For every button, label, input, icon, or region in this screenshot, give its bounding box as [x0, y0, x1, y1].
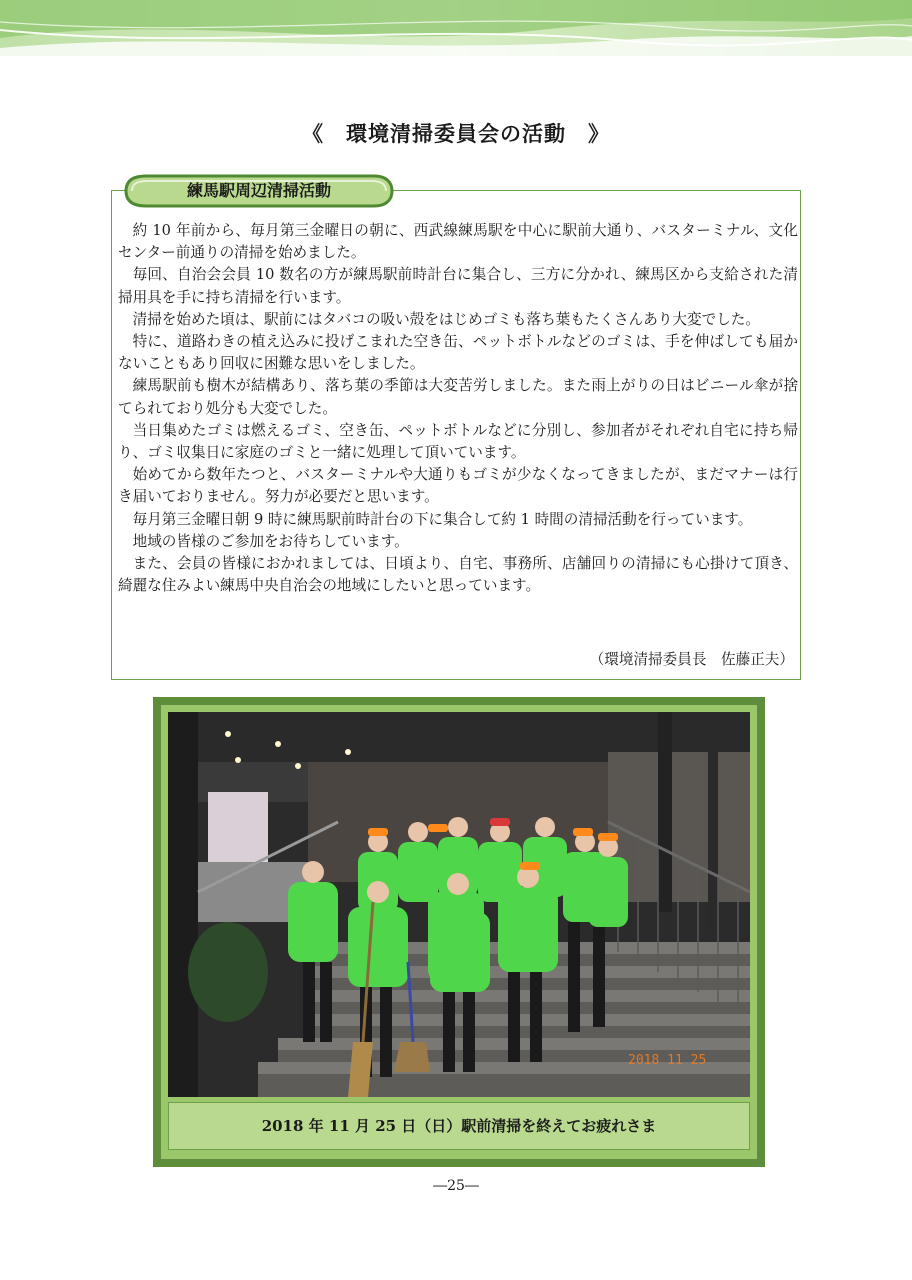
photo-date-stamp: 2018 11 25: [628, 1053, 707, 1068]
paragraph: 始めてから数年たつと、バスターミナルや大通りもゴミが少なくなってきましたが、まだマナーは行き届いておりません。努力が必要だと思います。: [118, 466, 798, 506]
paragraph: 練馬駅前も樹木が結構あり、落ち葉の季節は大変苦労しました。また雨上がりの日はビニール傘が捨てられており処分も大変でした。: [118, 377, 798, 417]
photo-caption-bar: [168, 1102, 750, 1150]
article-body: [118, 220, 798, 597]
author-signature: （環境清掃委員長 佐藤正夫）: [589, 651, 794, 668]
paragraph: 当日集めたゴミは燃えるゴミ、空き缶、ペットボトルなどに分別し、参加者がそれぞれ自宅に持ち帰り、ゴミ収集日に家庭のゴミと一緒に処理して頂いています。: [118, 421, 798, 462]
paragraph: 約 10 年前から、毎月第三金曜日の朝に、西武線練馬駅を中心に駅前大通り、バスターミナル、文化センター前通りの清掃を始めました。: [118, 222, 798, 262]
paragraph: また、会員の皆様におかれましては、日頃より、自宅、事務所、店舗回りの清掃にも心掛けて頂き、綺麗な住みよい練馬中央自治会の地域にしたいと思っています。: [118, 555, 798, 595]
photo-caption: 2018 年 11 月 25 日（日）駅前清掃を終えてお疲れさま: [261, 1117, 657, 1135]
page-title: 《 環境清掃委員会の活動 》: [302, 121, 610, 146]
paragraph: 毎回、自治会会員 10 数名の方が練馬駅前時計台に集合し、三方に分かれ、練馬区から支給された清掃用具を手に持ち清掃を行います。: [118, 266, 798, 306]
paragraph: 特に、道路わきの植え込みに投げこまれた空き缶、ペットボトルなどのゴミは、手を伸ばしても届かないこともあり回収に困難な思いをしました。: [118, 333, 798, 373]
section-heading: 練馬駅周辺清掃活動: [186, 181, 331, 200]
page-number: ―25―: [433, 1178, 479, 1194]
group-photo: [168, 712, 750, 1097]
paragraph: 地域の皆様のご参加をお待ちしています。: [132, 532, 409, 550]
header-wave-banner: [0, 0, 912, 56]
paragraph: 毎月第三金曜日朝 9 時に練馬駅前時計台の下に集合して約 1 時間の清掃活動を行っています。: [132, 510, 753, 528]
photo-frame: [153, 697, 765, 1167]
paragraph: 清掃を始めた頃は、駅前にはタバコの吸い殻をはじめゴミも落ち葉もたくさんあり大変でした。: [132, 310, 760, 328]
